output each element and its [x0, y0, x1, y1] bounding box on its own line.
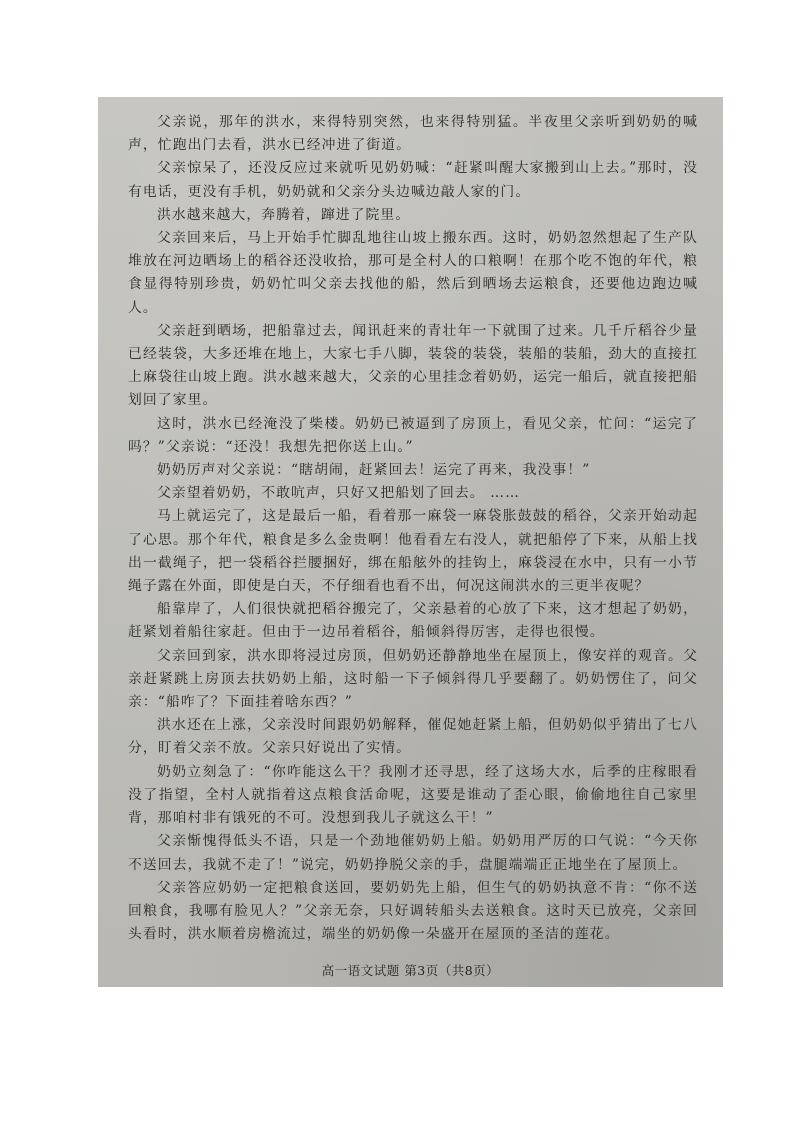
paragraph-15: 父亲答应奶奶一定把粮食送回，要奶奶先上船，但生气的奶奶执意不肯：“你不送回粮食，我哪有脸见人？”父亲无奈，只好调转船头去送粮食。这时天已放亮，父亲回头看时，洪水顺着房檐流过，端坐的奶奶像一朵盛开在屋顶的圣洁的莲花。 — [128, 879, 698, 943]
paragraph-1: 父亲说，那年的洪水，来得特别突然，也来得特别猛。半夜里父亲听到奶奶的喊声，忙跑出门去看，洪水已经冲进了街道。 — [128, 114, 698, 154]
paragraph-8: 父亲望着奶奶，不敢吭声，只好又把船划了回去。 …… — [156, 485, 520, 502]
paragraph-3: 洪水越来越大，奔腾着，蹿进了院里。 — [156, 206, 411, 223]
paragraph-6: 这时，洪水已经淹没了柴楼。奶奶已被逼到了房顶上，看见父亲，忙问：“运完了吗？”父亲说：“还没！我想先把你送上山。” — [128, 415, 698, 455]
paragraph-9: 马上就运完了，这是最后一船，看着那一麻袋一麻袋胀鼓鼓的稻谷，父亲开始动起了心思。那个年代，粮食是多么金贵啊！他看看左右没人，就把船停了下来，从船上找出一截绳子，把一袋稻谷拦腰捆好，绑在船舷外的挂钩上，麻袋浸在水中，只有一小节绳子露在外面，即使是白天，不仔细看也看不出，何况这闹洪水的三更半夜呢？ — [128, 508, 698, 595]
paragraph-13: 奶奶立刻急了：“你咋能这么干？我刚才还寻思，经了这场大水，后季的庄稼眼看没了指望，全村人就指着这点粮食活命呢，这要是谁动了歪心眼，偷偷地往自己家里背，那咱村非有饿死的不可。没想到我儿子就这么干！” — [128, 763, 698, 827]
paragraph-7: 奶奶厉声对父亲说：“瞎胡闹，赶紧回去！运完了再来，我没事！” — [156, 462, 591, 479]
paragraph-11: 父亲回到家，洪水即将浸过房顶，但奶奶还静静地坐在屋顶上，像安祥的观音。父亲赶紧跳上房顶去扶奶奶上船，这时船一下子倾斜得几乎要翻了。奶奶愣住了，问父亲：“船咋了？下面挂着啥东西？” — [128, 647, 698, 711]
paragraph-10: 船靠岸了，人们很快就把稻谷搬完了，父亲悬着的心放了下来，这才想起了奶奶，赶紧划着船往家赶。但由于一边吊着稻谷，船倾斜得厉害，走得也很慢。 — [128, 601, 698, 641]
paragraph-4: 父亲回来后，马上开始手忙脚乱地往山坡上搬东西。这时，奶奶忽然想起了生产队堆放在河边晒场上的稻谷还没收拾，那可是全村人的口粮啊！在那个吃不饱的年代，粮食显得特别珍贵，奶奶忙叫父亲去找他的船，然后到晒场去运粮食，还要他边跑边喊人。 — [128, 230, 698, 316]
paragraph-2: 父亲惊呆了，还没反应过来就听见奶奶喊：“赶紧叫醒大家搬到山上去。”那时，没有电话，更没有手机，奶奶就和父亲分头边喊边敲人家的门。 — [128, 160, 698, 200]
exam-paper-page — [98, 97, 723, 987]
paragraph-5: 父亲赶到晒场，把船靠过去，闻讯赶来的青壮年一下就围了过来。几千斤稻谷少量已经装袋，大多还堆在地上，大家七手八脚，装袋的装袋，装船的装船，劲大的直接扛上麻袋往山坡上跑。洪水越来越大，父亲的心里挂念着奶奶，运完一船后，就直接把船划回了家里。 — [128, 322, 698, 409]
page-footer: 高一语文试题 第3页（共8页） — [321, 963, 500, 978]
article-text — [128, 111, 698, 946]
paragraph-12: 洪水还在上涨，父亲没时间跟奶奶解释，催促她赶紧上船，但奶奶似乎猜出了七八分，盯着父亲不放。父亲只好说出了实情。 — [128, 717, 698, 757]
paragraph-14: 父亲惭愧得低头不语，只是一个劲地催奶奶上船。奶奶用严厉的口气说：“今天你不送回去，我就不走了！”说完，奶奶挣脱父亲的手，盘腿端端正正地坐在了屋顶上。 — [128, 833, 698, 873]
